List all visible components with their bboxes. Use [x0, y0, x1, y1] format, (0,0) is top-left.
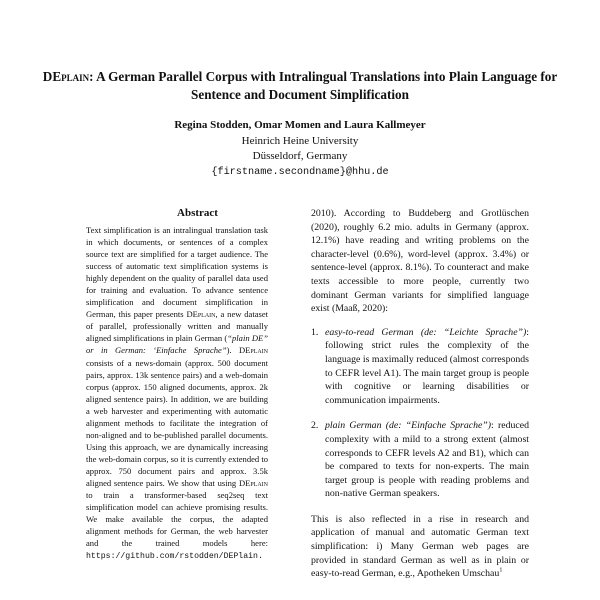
paragraph-text: This is also reflected in a rise in research and application of manual and automatic German text simplification: i) Many German web pages are provided in standard German as well as in plain or easy-to-read German, e.g., Apotheken Umschau [311, 513, 529, 580]
list-number: 1. [311, 326, 319, 338]
abstract-text [86, 224, 268, 563]
email: {firstname.secondname}@hhu.de [211, 166, 389, 178]
footnote-marker[interactable]: 1 [499, 566, 503, 574]
list-item [311, 326, 529, 408]
paper-title [40, 68, 560, 104]
author-names: Regina Stodden, Omar Momen and Laura Kallmeyer [174, 119, 426, 131]
author-block [0, 118, 600, 180]
list-text: : reduced complexity with a mild to a strong extent (almost corresponds to CEFR levels A2 and B1), which can be compared to texts for non-experts. The main target group is people with reading problems and non-native German speakers. [325, 420, 529, 500]
body-column [311, 207, 529, 581]
list-term: plain German (de: “Einfache Sprache”) [325, 420, 492, 432]
abstract-italic: “plain DE” or in German: ‘Einfache Sprache” [86, 333, 268, 356]
abstract-part: to train a transformer-based seq2seq text simplification model can achieve promising results. We make available the corpus, the adapted alignment methods for German, the web harvester and the trained models here: [86, 490, 268, 549]
affiliation: Heinrich Heine University [241, 134, 359, 147]
corpus-name: DEplain [238, 345, 268, 356]
body-paragraph [311, 513, 529, 581]
list-number: 2. [311, 420, 319, 432]
corpus-name: DEplain [186, 309, 216, 320]
corpus-name: DEplain [238, 477, 268, 488]
location: Düsseldorf, Germany [252, 150, 348, 162]
intro-paragraph: 2010). According to Buddeberg and Grotlüschen (2020), roughly 6.2 mio. adults in Germany (approx. 12.1%) have reading and writing problems on the character-level (0.6%), word-level (approx. 3.4%) or sentence-level (approx. 8.1%). To counteract and make texts accessible to more people, currently two dominant German variants for simplified language exist (Maaß, 2020): [311, 208, 529, 315]
corpus-name: DEplain [42, 69, 90, 84]
list-item [311, 419, 529, 501]
abstract-part: Text simplification is an intralingual translation task in which documents, or sentences of a complex source text are simplified for a target audience. The success of automatic text simplification systems is highly dependent on the quality of parallel data used for training and evaluation. To advance sentence simplification and document simplification in German, this paper presents [86, 225, 268, 320]
list-term: easy-to-read German (de: “Leichte Sprache”) [325, 326, 527, 338]
abstract-part: , a new dataset of parallel, professionally written and manually aligned simplifications in plain German ( [86, 309, 269, 344]
variant-list [311, 326, 529, 501]
abstract-part: ). [226, 345, 239, 356]
abstract-heading: Abstract [177, 207, 218, 219]
title-text: : A German Parallel Corpus with Intralingual Translations into Plain Language for Sentence and Document Simplification [89, 69, 558, 102]
list-text: : following strict rules the complexity of the language is maximally reduced (almost corresponds to CEFR level A1). The main target group is people with cognitive or learning disabilities or communication impairments. [325, 326, 529, 406]
abstract-part: consists of a news-domain (approx. 500 document pairs, approx. 13k sentence pairs) and a web-domain corpus (approx. 150 aligned documents, approx. 2k aligned sentence pairs). In addition, we are building a web harvester and experimenting with automatic alignment methods to facilitate the integration of non-aligned and to be-published parallel documents. Using this approach, we are dynamically increasing the web-domain corpus, so it is currently extended to approx. 750 document pairs and approx. 3.5k aligned sentence pairs. We show that using [86, 357, 268, 488]
github-link[interactable]: https://github.com/rstodden/DEPlain. [86, 552, 263, 562]
